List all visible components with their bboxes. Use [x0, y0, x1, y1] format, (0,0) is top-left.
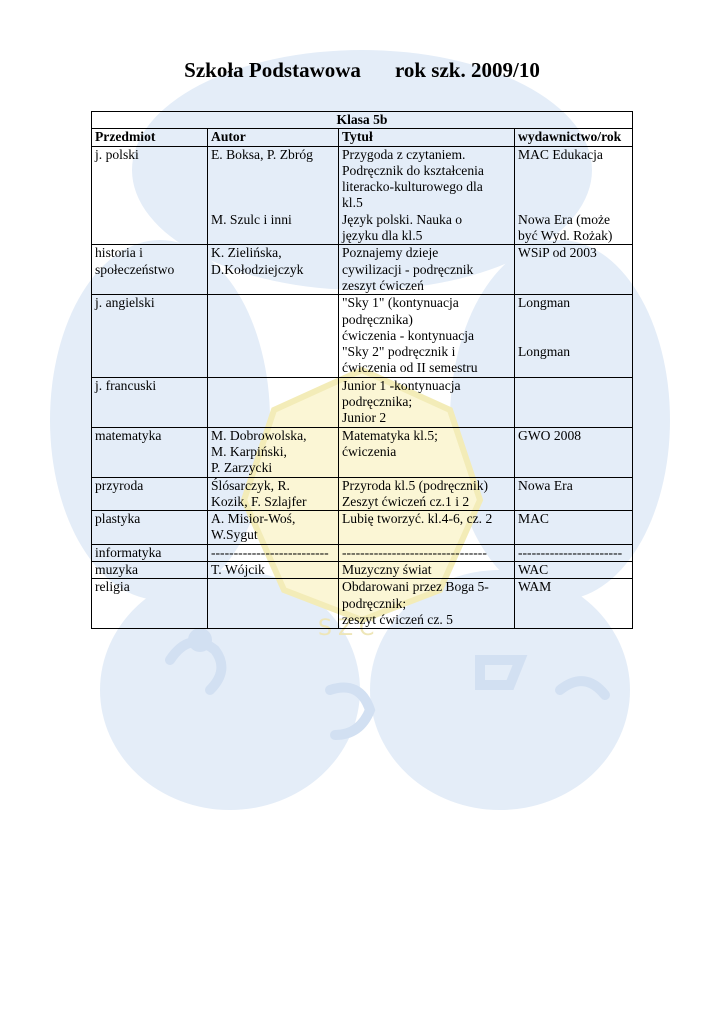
author-cell-line: W.Sygut — [211, 527, 258, 543]
subject-cell — [92, 579, 208, 629]
title-cell-line: języku dla kl.5 — [342, 228, 423, 244]
author-cell-line: A. Misior-Woś, — [211, 511, 296, 527]
author-cell-line: D.Kołodziejczyk — [211, 261, 304, 277]
author-cell-line: E. Boksa, P. Zbróg — [211, 146, 313, 162]
publisher-cell-line — [518, 163, 629, 179]
publisher-cell-line: GWO 2008 — [518, 427, 582, 443]
publisher-cell-line — [518, 179, 629, 195]
author-cell-line — [211, 179, 335, 195]
publisher-cell-line: MAC — [518, 511, 549, 527]
column-header-subject: Przedmiot — [92, 129, 208, 146]
svg-text:SZC: SZC — [318, 616, 381, 641]
author-cell-line: -------------------------- — [211, 544, 329, 560]
subject-cell — [92, 477, 208, 511]
author-cell — [208, 427, 339, 477]
author-cell-line — [211, 195, 335, 211]
author-cell-line: K. Zielińska, — [211, 245, 282, 261]
publisher-cell-line: być Wyd. Rożak) — [518, 228, 613, 244]
subject-cell — [92, 544, 208, 561]
publisher-cell — [515, 544, 633, 561]
publisher-cell-line: WSiP od 2003 — [518, 245, 597, 261]
publisher-cell-line — [518, 195, 629, 211]
title-cell-line: -------------------------------- — [342, 544, 487, 560]
table-row — [92, 544, 633, 561]
title-cell — [339, 427, 515, 477]
author-cell — [208, 477, 339, 511]
title-cell-line: ćwiczenia — [342, 443, 397, 459]
title-cell-line: podręcznik; — [342, 595, 407, 611]
title-cell-line: Junior 2 — [342, 410, 387, 426]
title-cell — [339, 562, 515, 579]
column-header-title: Tytuł — [339, 129, 515, 146]
publisher-cell-line: ----------------------- — [518, 544, 623, 560]
publisher-cell — [515, 477, 633, 511]
author-cell-line: P. Zarzycki — [211, 460, 273, 476]
column-header-publisher: wydawnictwo/rok — [515, 129, 633, 146]
publisher-cell-line: WAC — [518, 562, 549, 578]
publisher-cell-line: Longman — [518, 344, 571, 360]
subject-cell-line: j. polski — [95, 146, 139, 162]
author-cell-line: M. Dobrowolska, — [211, 427, 307, 443]
author-cell — [208, 544, 339, 561]
page-title — [0, 58, 724, 83]
subject-cell — [92, 295, 208, 377]
school-year: rok szk. 2009/10 — [394, 58, 540, 82]
publisher-cell-line: Nowa Era (może — [518, 211, 611, 227]
table-row — [92, 377, 633, 427]
title-cell — [339, 511, 515, 545]
title-cell-line: Przygoda z czytaniem. — [342, 146, 466, 162]
subject-cell-line: j. angielski — [95, 295, 155, 311]
title-cell-line: Poznajemy dzieje — [342, 245, 439, 261]
author-cell-line: M. Karpiński, — [211, 443, 287, 459]
subject-cell-line: muzyka — [95, 562, 139, 578]
title-cell-line: "Sky 2" podręcznik i — [342, 344, 456, 360]
author-cell-line: T. Wójcik — [211, 562, 265, 578]
title-cell-line: "Sky 1" (kontynuacja — [342, 295, 459, 311]
publisher-cell — [515, 146, 633, 245]
title-cell-line: podręcznika; — [342, 394, 413, 410]
table-row — [92, 245, 633, 295]
subject-cell-line: religia — [95, 579, 130, 595]
subject-cell-line: plastyka — [95, 511, 141, 527]
title-cell-line: kl.5 — [342, 195, 363, 211]
author-cell-line: Ślósarczyk, R. — [211, 477, 290, 493]
title-cell-line: Przyroda kl.5 (podręcznik) — [342, 477, 489, 493]
school-name: Szkoła Podstawowa — [184, 58, 361, 82]
author-cell — [208, 295, 339, 377]
title-cell-line: Podręcznik do kształcenia — [342, 162, 484, 178]
title-cell-line: Muzyczny świat — [342, 562, 432, 578]
author-cell — [208, 511, 339, 545]
subject-cell — [92, 427, 208, 477]
subject-cell-line: historia i — [95, 245, 143, 261]
author-cell-line — [211, 163, 335, 179]
table-row — [92, 579, 633, 629]
publisher-cell-line — [518, 328, 629, 344]
subject-cell — [92, 377, 208, 427]
title-cell — [339, 377, 515, 427]
author-cell-line: Kozik, F. Szlajfer — [211, 493, 307, 509]
author-cell — [208, 245, 339, 295]
column-header-author: Autor — [208, 129, 339, 146]
title-cell-line: zeszyt ćwiczeń cz. 5 — [342, 611, 453, 627]
publisher-cell — [515, 377, 633, 427]
title-cell-line: Matematyka kl.5; — [342, 427, 438, 443]
header-row — [92, 129, 633, 146]
title-cell — [339, 146, 515, 245]
class-label: Klasa 5b — [92, 112, 633, 129]
publisher-cell-line: Nowa Era — [518, 477, 573, 493]
title-cell-line: Zeszyt ćwiczeń cz.1 i 2 — [342, 493, 470, 509]
subject-cell-line: informatyka — [95, 544, 162, 560]
publisher-cell-line — [518, 312, 629, 328]
title-cell-line: Język polski. Nauka o — [342, 211, 463, 227]
title-cell — [339, 295, 515, 377]
subject-cell-line: przyroda — [95, 477, 144, 493]
subject-cell — [92, 245, 208, 295]
subject-cell-line: społeczeństwo — [95, 261, 175, 277]
author-cell — [208, 579, 339, 629]
subject-cell-line: matematyka — [95, 427, 162, 443]
author-cell — [208, 562, 339, 579]
author-cell-line: M. Szulc i inni — [211, 211, 292, 227]
title-cell — [339, 245, 515, 295]
publisher-cell-line: Longman — [518, 295, 571, 311]
publisher-cell — [515, 427, 633, 477]
textbook-table — [91, 111, 633, 629]
title-cell — [339, 544, 515, 561]
title-cell-line: ćwiczenia od II semestru — [342, 360, 478, 376]
table-row — [92, 511, 633, 545]
title-cell-line: zeszyt ćwiczeń — [342, 277, 424, 293]
title-cell-line: literacko-kulturowego dla — [342, 179, 483, 195]
table-body — [92, 146, 633, 629]
publisher-cell-line: MAC Edukacja — [518, 146, 603, 162]
subject-cell — [92, 511, 208, 545]
table-row — [92, 146, 633, 245]
subject-cell-line: j. francuski — [95, 377, 157, 393]
publisher-cell — [515, 295, 633, 377]
title-cell-line: Junior 1 -kontynuacja — [342, 377, 461, 393]
table-row — [92, 562, 633, 579]
publisher-cell-line: WAM — [518, 579, 552, 595]
title-cell-line: ćwiczenia - kontynuacja — [342, 327, 475, 343]
table-row — [92, 427, 633, 477]
title-cell-line: podręcznika) — [342, 311, 413, 327]
title-cell — [339, 477, 515, 511]
author-cell — [208, 146, 339, 245]
author-cell — [208, 377, 339, 427]
title-cell-line: Obdarowani przez Boga 5- — [342, 579, 489, 595]
subject-cell — [92, 562, 208, 579]
title-cell-line: cywilizacji - podręcznik — [342, 261, 474, 277]
subject-cell — [92, 146, 208, 245]
title-cell-line: Lubię tworzyć. kl.4-6, cz. 2 — [342, 511, 493, 527]
publisher-cell — [515, 579, 633, 629]
publisher-cell — [515, 562, 633, 579]
table-row — [92, 477, 633, 511]
table-row — [92, 295, 633, 377]
publisher-cell — [515, 245, 633, 295]
class-caption-row — [92, 112, 633, 129]
title-cell — [339, 579, 515, 629]
publisher-cell — [515, 511, 633, 545]
